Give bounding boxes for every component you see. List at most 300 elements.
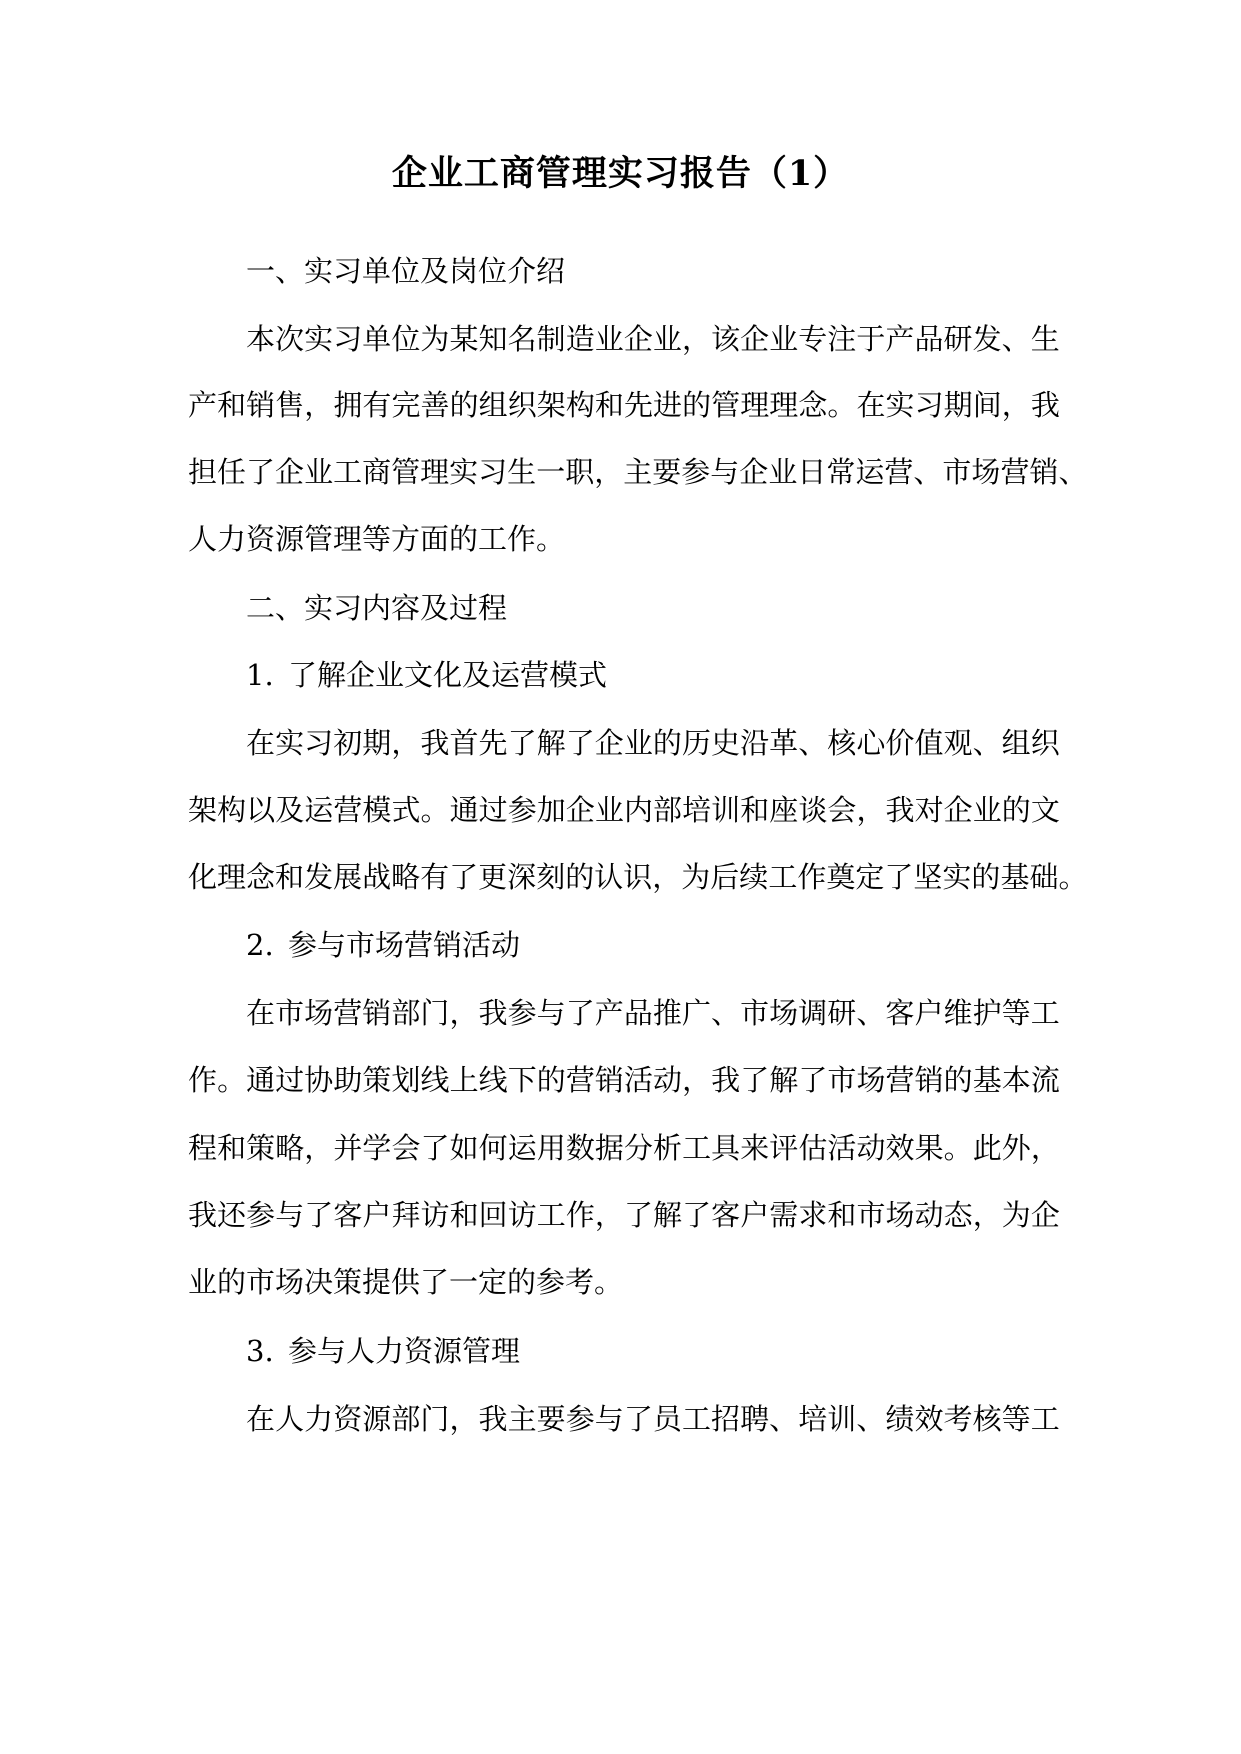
text-char: 广: [681, 996, 711, 1030]
text-char: 作: [797, 860, 827, 894]
text-char: 实: [449, 455, 479, 489]
text-char: 理: [769, 388, 799, 422]
paragraph-line: [246, 1399, 1060, 1439]
text-char: 和: [594, 388, 624, 422]
text-char: 。: [943, 1131, 973, 1165]
text-char: 会: [827, 793, 857, 827]
text-char: 的: [536, 1063, 566, 1097]
text-char: 在: [246, 1402, 276, 1436]
text-char: 有: [362, 388, 392, 422]
text-char: 单: [362, 322, 392, 356]
text-char: 的: [1001, 793, 1031, 827]
text-char: 构: [217, 793, 247, 827]
text-char: 内: [623, 793, 653, 827]
text-char: 业: [972, 793, 1002, 827]
text-char: 习: [914, 388, 944, 422]
text-char: 首: [449, 726, 479, 760]
text-char: 线: [420, 1063, 450, 1097]
text-char: 和: [217, 388, 247, 422]
text-char: 价: [885, 726, 915, 760]
text-char: 。: [1058, 860, 1088, 894]
text-char: ，: [304, 1131, 334, 1165]
text-char: 本: [1001, 1063, 1031, 1097]
text-char: 聘: [740, 1402, 770, 1436]
text-char: 客: [333, 1198, 363, 1232]
text-char: 我: [711, 1063, 741, 1097]
text-char: 解: [536, 726, 566, 760]
text-char: 常: [826, 455, 856, 489]
text-char: 习: [478, 455, 508, 489]
text-char: 为: [420, 322, 450, 356]
text-char: 为: [1001, 1198, 1031, 1232]
text-char: 发: [304, 860, 334, 894]
text-char: 化: [188, 860, 218, 894]
text-char: 实: [275, 726, 305, 760]
text-char: 深: [507, 860, 537, 894]
text-char: 了: [246, 455, 276, 489]
text-char: 一: [536, 455, 566, 489]
text-char: 了: [798, 1063, 828, 1097]
text-char: 、: [972, 726, 1002, 760]
text-char: 作: [188, 1063, 218, 1097]
text-char: 我: [1030, 388, 1060, 422]
text-char: 源: [362, 1402, 392, 1436]
text-char: 了: [682, 1198, 712, 1232]
paragraph-line: [188, 1060, 1060, 1100]
text-char: 先: [623, 388, 653, 422]
text-char: 名: [507, 322, 537, 356]
text-char: 基: [972, 1063, 1002, 1097]
text-char: ，: [1030, 1131, 1060, 1165]
text-char: 过: [478, 793, 508, 827]
text-char: 某: [449, 322, 479, 356]
text-char: 部: [391, 996, 421, 1030]
text-char: 了: [565, 996, 595, 1030]
text-char: 历: [681, 726, 711, 760]
text-char: 了: [623, 1402, 653, 1436]
text-char: 场: [304, 996, 334, 1030]
text-char: 销: [1029, 455, 1059, 489]
text-char: 活: [827, 1131, 857, 1165]
text-char: 生: [507, 455, 537, 489]
text-char: 户: [914, 996, 944, 1030]
text-char: 何: [478, 1131, 508, 1165]
text-char: 组: [1001, 726, 1031, 760]
text-char: 场: [769, 996, 799, 1030]
text-char: 与: [710, 455, 740, 489]
text-char: 市: [827, 1063, 857, 1097]
text-char: ，: [594, 1198, 624, 1232]
text-char: 动: [914, 1198, 944, 1232]
text-char: 、: [769, 1402, 799, 1436]
text-char: 助: [333, 1063, 363, 1097]
subsection-number: 3.: [246, 1334, 274, 1368]
text-char: 资: [333, 1402, 363, 1436]
text-char: ，: [856, 793, 886, 827]
text-char: 的: [449, 388, 479, 422]
text-char: 念: [798, 388, 828, 422]
text-char: 实: [885, 388, 915, 422]
text-char: 策: [246, 1131, 276, 1165]
text-char: 销: [594, 1063, 624, 1097]
text-char: 等: [1001, 996, 1031, 1030]
text-char: 展: [333, 860, 363, 894]
text-char: 本: [246, 322, 276, 356]
text-char: 分: [623, 1131, 653, 1165]
text-char: 场: [971, 455, 1001, 489]
paragraph-line: [188, 385, 1060, 425]
text-char: 战: [362, 860, 392, 894]
subsection-title: 参与人力资源管理: [288, 1334, 521, 1368]
text-char: 部: [391, 1402, 421, 1436]
text-char: 制: [536, 322, 566, 356]
text-char: 维: [943, 996, 973, 1030]
text-char: 奠: [826, 860, 856, 894]
text-char: 发: [972, 322, 1002, 356]
text-char: 略: [275, 1131, 305, 1165]
text-char: 史: [711, 726, 741, 760]
text-char: 营: [333, 793, 363, 827]
text-char: 和: [217, 1131, 247, 1165]
text-char: 业: [769, 322, 799, 356]
text-char: 续: [739, 860, 769, 894]
text-char: ，: [594, 455, 624, 489]
text-char: 组: [478, 388, 508, 422]
text-char: 动: [856, 1131, 886, 1165]
text-char: 有: [420, 860, 450, 894]
text-char: 上: [449, 1063, 479, 1097]
text-char: 户: [740, 1198, 770, 1232]
text-char: 和: [449, 1198, 479, 1232]
text-char: 职: [565, 455, 595, 489]
text-char: 了: [507, 726, 537, 760]
text-char: 参: [246, 1198, 276, 1232]
text-char: 位: [391, 322, 421, 356]
text-char: 培: [682, 793, 712, 827]
text-char: 后: [710, 860, 740, 894]
text-char: 效: [885, 1131, 915, 1165]
text-char: 式: [391, 793, 421, 827]
text-char: 训: [711, 793, 741, 827]
text-char: 值: [914, 726, 944, 760]
text-char: 部: [653, 793, 683, 827]
text-char: 了: [623, 1198, 653, 1232]
text-char: 估: [798, 1131, 828, 1165]
text-char: 的: [971, 860, 1001, 894]
text-char: 工: [536, 1198, 566, 1232]
text-char: ，: [391, 726, 421, 760]
text-char: 我: [885, 793, 915, 827]
text-char: 训: [827, 1402, 857, 1436]
text-char: 习: [333, 322, 363, 356]
text-char: 销: [914, 1063, 944, 1097]
text-char: 更: [478, 860, 508, 894]
text-char: 对: [914, 793, 944, 827]
text-char: 期: [943, 388, 973, 422]
text-char: 管: [711, 388, 741, 422]
text-char: 态: [943, 1198, 973, 1232]
text-char: 外: [1001, 1131, 1031, 1165]
text-char: 主: [507, 1402, 537, 1436]
text-char: 业: [594, 322, 624, 356]
text-char: 了: [304, 1198, 334, 1232]
text-char: 、: [913, 455, 943, 489]
text-char: 、: [856, 1402, 886, 1436]
text-char: 解: [769, 1063, 799, 1097]
text-char: ，: [972, 1198, 1002, 1232]
text-char: 具: [711, 1131, 741, 1165]
text-char: 定: [855, 860, 885, 894]
text-char: 企: [943, 793, 973, 827]
section-heading-1: 一、实习单位及岗位介绍: [246, 254, 566, 288]
text-char: 协: [304, 1063, 334, 1097]
text-char: 造: [565, 322, 595, 356]
text-char: 客: [711, 1198, 741, 1232]
text-char: 产: [594, 996, 624, 1030]
text-char: 认: [594, 860, 624, 894]
text-char: 我: [478, 1402, 508, 1436]
text-char: 在: [246, 996, 276, 1030]
text-char: 模: [362, 793, 392, 827]
text-char: 坚: [913, 860, 943, 894]
text-char: 与: [594, 1402, 624, 1436]
text-char: 作: [565, 1198, 595, 1232]
text-char: 还: [217, 1198, 247, 1232]
text-char: 识: [623, 860, 653, 894]
text-char: 念: [246, 860, 276, 894]
section-heading-2: 二、实习内容及过程: [246, 591, 508, 625]
text-char: 运: [304, 793, 334, 827]
text-char: 我: [188, 1198, 218, 1232]
text-char: 程: [188, 1131, 218, 1165]
text-char: 客: [885, 996, 915, 1030]
text-char: 用: [536, 1131, 566, 1165]
text-char: 营: [885, 1063, 915, 1097]
text-char: 了: [740, 1063, 770, 1097]
text-char: 会: [391, 1131, 421, 1165]
text-char: 数: [565, 1131, 595, 1165]
text-char: 企: [739, 455, 769, 489]
text-char: 营: [333, 996, 363, 1030]
text-char: 员: [652, 1402, 682, 1436]
text-char: 工: [1030, 996, 1060, 1030]
text-char: 求: [798, 1198, 828, 1232]
document-title: 企业工商管理实习报告（1）: [391, 153, 850, 194]
text-char: 了: [449, 860, 479, 894]
text-char: 主: [623, 455, 653, 489]
text-char: 工: [1030, 1402, 1060, 1436]
text-char: 了: [420, 1131, 450, 1165]
text-char: 的: [682, 388, 712, 422]
text-char: 解: [653, 1198, 683, 1232]
text-char: 业: [652, 322, 682, 356]
text-char: 场: [856, 1063, 886, 1097]
text-char: 过: [275, 1063, 305, 1097]
text-char: 期: [362, 726, 392, 760]
text-char: 实: [304, 322, 334, 356]
subsection-title: 了解企业文化及运营模式: [288, 658, 608, 692]
text-char: 于: [856, 322, 886, 356]
text-char: 理: [217, 860, 247, 894]
text-char: 、: [798, 726, 828, 760]
text-char: 管: [391, 455, 421, 489]
text-char: 拥: [333, 388, 363, 422]
text-char: 营: [884, 455, 914, 489]
text-char: 品: [914, 322, 944, 356]
text-char: 此: [972, 1131, 1002, 1165]
text-char: 企: [275, 455, 305, 489]
text-char: 门: [420, 996, 450, 1030]
paragraph-line: [246, 319, 1060, 359]
text-char: 心: [856, 726, 886, 760]
text-char: 和: [827, 1198, 857, 1232]
text-char: 考: [943, 1402, 973, 1436]
paragraph-line: [188, 790, 1060, 830]
text-char: 参: [507, 793, 537, 827]
text-char: 核: [972, 1402, 1002, 1436]
text-char: 效: [914, 1402, 944, 1436]
text-char: 商: [362, 455, 392, 489]
text-char: 我: [420, 726, 450, 760]
text-char: 日: [797, 455, 827, 489]
text-char: 据: [594, 1131, 624, 1165]
text-char: 访: [507, 1198, 537, 1232]
text-char: ，: [652, 860, 682, 894]
text-char: 培: [798, 1402, 828, 1436]
text-char: 市: [942, 455, 972, 489]
text-char: 先: [478, 726, 508, 760]
subsection-number: 2.: [246, 928, 274, 962]
text-char: 加: [536, 793, 566, 827]
text-char: 企: [740, 322, 770, 356]
paragraph-line: [246, 723, 1060, 763]
text-char: 与: [275, 1198, 305, 1232]
text-char: 了: [565, 726, 595, 760]
text-char: 来: [740, 1131, 770, 1165]
text-char: ，: [681, 322, 711, 356]
text-char: 销: [246, 388, 276, 422]
text-char: ，: [304, 388, 334, 422]
text-char: 绩: [885, 1402, 915, 1436]
text-char: 划: [391, 1063, 421, 1097]
text-char: 通: [246, 1063, 276, 1097]
text-char: 略: [391, 860, 421, 894]
text-char: 需: [769, 1198, 799, 1232]
text-char: 。: [420, 793, 450, 827]
text-char: 企: [594, 726, 624, 760]
paragraph-line: [246, 993, 1060, 1033]
text-char: 、: [856, 996, 886, 1030]
text-char: 拜: [391, 1198, 421, 1232]
text-char: 生: [1030, 322, 1060, 356]
paragraph-line: 人力资源管理等方面的工作。: [188, 522, 566, 556]
text-char: 下: [507, 1063, 537, 1097]
text-char: 知: [478, 322, 508, 356]
text-char: 访: [420, 1198, 450, 1232]
text-char: 营: [1000, 455, 1030, 489]
text-char: 参: [565, 1402, 595, 1436]
text-char: 习: [304, 726, 334, 760]
text-char: 研: [943, 322, 973, 356]
text-char: 和: [740, 793, 770, 827]
text-char: ，: [682, 1063, 712, 1097]
paragraph-line: [188, 452, 1088, 492]
text-char: 理: [420, 455, 450, 489]
text-char: 研: [827, 996, 857, 1030]
text-char: 策: [362, 1063, 392, 1097]
text-char: 动: [653, 1063, 683, 1097]
text-char: 沿: [740, 726, 770, 760]
text-char: ，: [449, 996, 479, 1030]
text-char: 产: [188, 388, 218, 422]
text-char: 担: [188, 455, 218, 489]
text-char: 、: [1001, 322, 1031, 356]
text-char: 、: [1058, 455, 1088, 489]
text-char: 文: [1030, 793, 1060, 827]
text-char: 品: [623, 996, 653, 1030]
text-char: ，: [449, 1402, 479, 1436]
text-char: 通: [449, 793, 479, 827]
text-char: 销: [362, 996, 392, 1030]
text-char: 企: [1030, 1198, 1060, 1232]
text-char: 市: [740, 996, 770, 1030]
paragraph-line: [188, 1195, 1060, 1235]
text-char: 参: [507, 996, 537, 1030]
text-char: 构: [565, 388, 595, 422]
text-char: 场: [885, 1198, 915, 1232]
text-char: 革: [769, 726, 799, 760]
text-char: 参: [681, 455, 711, 489]
text-char: 专: [798, 322, 828, 356]
text-char: 回: [478, 1198, 508, 1232]
text-char: 观: [943, 726, 973, 760]
text-char: 在: [856, 388, 886, 422]
text-char: 市: [856, 1198, 886, 1232]
text-char: 初: [333, 726, 363, 760]
text-char: 在: [246, 726, 276, 760]
text-char: 间: [972, 388, 1002, 422]
text-char: 工: [682, 1131, 712, 1165]
text-char: 业: [304, 455, 334, 489]
text-char: 础: [1029, 860, 1059, 894]
paragraph-line: [188, 1128, 1060, 1168]
subsection-heading-2: [246, 925, 1060, 965]
text-char: 调: [798, 996, 828, 1030]
paragraph-line: [188, 857, 1088, 897]
text-char: 的: [652, 726, 682, 760]
text-char: 核: [827, 726, 857, 760]
text-char: 、: [711, 996, 741, 1030]
text-char: 如: [449, 1131, 479, 1165]
text-char: 刻: [536, 860, 566, 894]
text-char: 果: [914, 1131, 944, 1165]
text-char: 招: [711, 1402, 741, 1436]
text-char: 织: [507, 388, 537, 422]
text-char: 的: [943, 1063, 973, 1097]
text-char: 注: [827, 322, 857, 356]
text-char: 运: [855, 455, 885, 489]
text-char: 工: [681, 1402, 711, 1436]
text-char: 析: [653, 1131, 683, 1165]
text-char: 护: [972, 996, 1002, 1030]
text-char: 等: [1001, 1402, 1031, 1436]
text-char: 并: [333, 1131, 363, 1165]
text-char: 售: [275, 388, 305, 422]
text-char: 产: [885, 322, 915, 356]
text-char: 任: [217, 455, 247, 489]
text-char: 流: [1030, 1063, 1060, 1097]
text-char: 。: [217, 1063, 247, 1097]
